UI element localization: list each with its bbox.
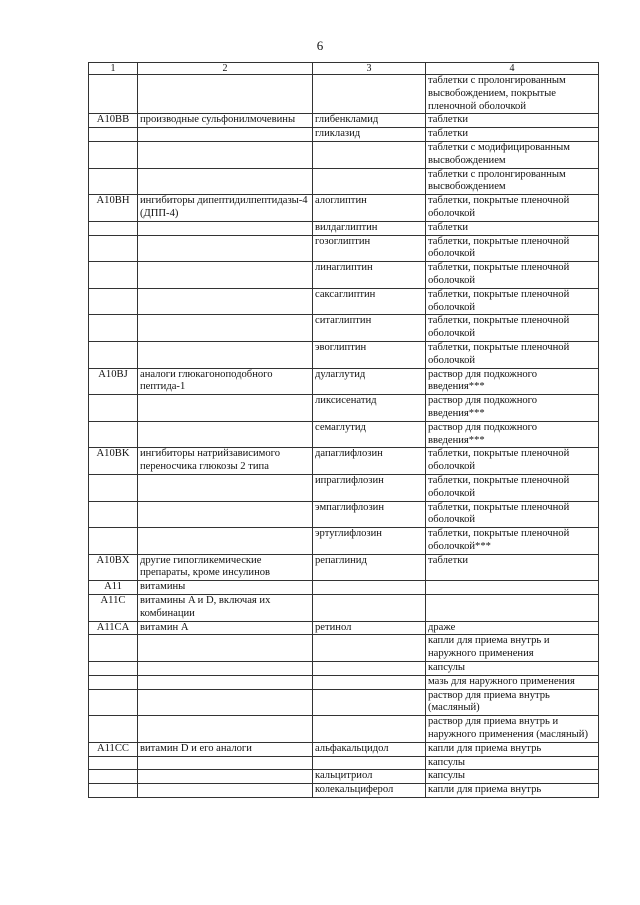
atc-code-cell [89,689,138,716]
drug-name-cell: дапаглифлозин [313,448,426,475]
column-header: 3 [313,63,426,75]
table-row [89,315,599,342]
table-body [89,75,599,798]
table-row [89,288,599,315]
group-name-cell [138,421,313,448]
group-name-cell [138,662,313,676]
table-row [89,635,599,662]
drug-name-cell: эвоглиптин [313,341,426,368]
dosage-form-cell: раствор для подкожного введения*** [426,368,599,395]
dosage-form-cell: таблетки, покрытые пленочной оболочкой [426,235,599,262]
drug-name-cell: глибенкламид [313,114,426,128]
table-row [89,221,599,235]
table-row [89,114,599,128]
table-row [89,621,599,635]
column-header-row [89,63,599,75]
dosage-form-cell: раствор для приема внутрь (масляный) [426,689,599,716]
group-name-cell [138,501,313,528]
dosage-form-cell [426,595,599,622]
group-name-cell: другие гипогликемические препараты, кроме инсулинов [138,554,313,581]
group-name-cell [138,675,313,689]
atc-code-cell [89,168,138,195]
atc-code-cell [89,756,138,770]
table-row [89,528,599,555]
table-row [89,689,599,716]
column-header: 1 [89,63,138,75]
atc-code-cell [89,315,138,342]
atc-code-cell: A11C [89,595,138,622]
drug-name-cell: альфакальцидол [313,742,426,756]
group-name-cell [138,784,313,798]
dosage-form-cell: капли для приема внутрь [426,784,599,798]
atc-code-cell [89,235,138,262]
atc-code-cell: A11 [89,581,138,595]
drug-name-cell: гликлазид [313,128,426,142]
dosage-form-cell: таблетки [426,221,599,235]
drug-name-cell: репаглинид [313,554,426,581]
dosage-form-cell: капсулы [426,662,599,676]
atc-code-cell: A11CC [89,742,138,756]
atc-code-cell [89,341,138,368]
table-row [89,770,599,784]
group-name-cell [138,288,313,315]
group-name-cell: витамины A и D, включая их комбинации [138,595,313,622]
dosage-form-cell: таблетки [426,554,599,581]
drug-name-cell [313,141,426,168]
drug-name-cell: алоглиптин [313,195,426,222]
atc-code-cell: A11CA [89,621,138,635]
atc-code-cell [89,128,138,142]
table-row [89,474,599,501]
page-number: 6 [316,38,324,53]
group-name-cell: ингибиторы натрийзависимого переносчика глюкозы 2 типа [138,448,313,475]
atc-code-cell: A10BH [89,195,138,222]
column-header: 2 [138,63,313,75]
table-row [89,368,599,395]
table-row [89,581,599,595]
table-row [89,141,599,168]
dosage-form-cell: таблетки, покрытые пленочной оболочкой [426,262,599,289]
table-row [89,554,599,581]
dosage-form-cell: таблетки с пролонгированным высвобождением [426,168,599,195]
group-name-cell [138,716,313,743]
group-name-cell: витамин D и его аналоги [138,742,313,756]
dosage-form-cell [426,581,599,595]
table-row [89,195,599,222]
drug-name-cell: дулаглутид [313,368,426,395]
table-row [89,716,599,743]
dosage-form-cell: таблетки, покрытые пленочной оболочкой [426,474,599,501]
atc-code-cell [89,288,138,315]
group-name-cell: витамин A [138,621,313,635]
drug-name-cell [313,716,426,743]
drug-name-cell: ситаглиптин [313,315,426,342]
atc-code-cell [89,770,138,784]
dosage-form-cell: таблетки, покрытые пленочной оболочкой [426,448,599,475]
table-row [89,421,599,448]
group-name-cell [138,235,313,262]
drug-name-cell [313,675,426,689]
column-header: 4 [426,63,599,75]
dosage-form-cell: таблетки, покрытые пленочной оболочкой [426,315,599,342]
table-row [89,341,599,368]
group-name-cell [138,128,313,142]
drug-name-cell [313,168,426,195]
atc-code-cell [89,395,138,422]
group-name-cell [138,689,313,716]
atc-code-cell: A10BJ [89,368,138,395]
atc-code-cell [89,528,138,555]
group-name-cell [138,341,313,368]
atc-code-cell [89,75,138,114]
drug-name-cell: ликсисенатид [313,395,426,422]
drug-name-cell [313,75,426,114]
atc-code-cell [89,421,138,448]
atc-code-cell [89,635,138,662]
group-name-cell [138,168,313,195]
group-name-cell [138,221,313,235]
group-name-cell [138,635,313,662]
dosage-form-cell: капли для приема внутрь [426,742,599,756]
drug-name-cell [313,581,426,595]
drug-name-cell [313,662,426,676]
table-row [89,784,599,798]
dosage-form-cell: капсулы [426,756,599,770]
group-name-cell [138,770,313,784]
drug-name-cell [313,635,426,662]
dosage-form-cell: таблетки, покрытые пленочной оболочкой [426,195,599,222]
group-name-cell: производные сульфонилмочевины [138,114,313,128]
atc-code-cell [89,221,138,235]
atc-code-cell [89,262,138,289]
drug-name-cell: семаглутид [313,421,426,448]
table-row [89,675,599,689]
atc-code-cell [89,501,138,528]
dosage-form-cell: таблетки, покрытые пленочной оболочкой [426,501,599,528]
group-name-cell [138,528,313,555]
dosage-form-cell: мазь для наружного применения [426,675,599,689]
dosage-form-cell: капли для приема внутрь и наружного применения [426,635,599,662]
drug-name-cell: ипраглифлозин [313,474,426,501]
table-row [89,395,599,422]
atc-code-cell [89,141,138,168]
table-row [89,168,599,195]
atc-code-cell [89,662,138,676]
group-name-cell: ингибиторы дипептидилпептидазы-4 (ДПП-4) [138,195,313,222]
group-name-cell: аналоги глюкагоноподобного пептида-1 [138,368,313,395]
drug-name-cell: саксаглиптин [313,288,426,315]
drug-table [88,62,599,798]
drug-name-cell: эмпаглифлозин [313,501,426,528]
group-name-cell: витамины [138,581,313,595]
atc-code-cell [89,675,138,689]
drug-name-cell: ретинол [313,621,426,635]
group-name-cell [138,262,313,289]
drug-name-cell: вилдаглиптин [313,221,426,235]
dosage-form-cell: раствор для подкожного введения*** [426,421,599,448]
dosage-form-cell: таблетки с пролонгированным высвобождением, покрытые пленочной оболочкой [426,75,599,114]
table-row [89,262,599,289]
group-name-cell [138,75,313,114]
table-row [89,662,599,676]
atc-code-cell: A10BB [89,114,138,128]
group-name-cell [138,315,313,342]
drug-name-cell [313,689,426,716]
group-name-cell [138,395,313,422]
atc-code-cell: A10BX [89,554,138,581]
atc-code-cell [89,716,138,743]
drug-name-cell: эртуглифлозин [313,528,426,555]
drug-name-cell [313,595,426,622]
group-name-cell [138,474,313,501]
dosage-form-cell: раствор для приема внутрь и наружного применения (масляный) [426,716,599,743]
dosage-form-cell: раствор для подкожного введения*** [426,395,599,422]
table-row [89,501,599,528]
table-row [89,128,599,142]
table-row [89,448,599,475]
table-row [89,595,599,622]
dosage-form-cell: капсулы [426,770,599,784]
drug-name-cell: колекальциферол [313,784,426,798]
drug-name-cell [313,756,426,770]
group-name-cell [138,141,313,168]
drug-name-cell: гозоглиптин [313,235,426,262]
group-name-cell [138,756,313,770]
drug-name-cell: кальцитриол [313,770,426,784]
dosage-form-cell: таблетки, покрытые пленочной оболочкой [426,288,599,315]
table-row [89,756,599,770]
dosage-form-cell: драже [426,621,599,635]
table-row [89,75,599,114]
dosage-form-cell: таблетки [426,114,599,128]
dosage-form-cell: таблетки, покрытые пленочной оболочкой [426,341,599,368]
table-row [89,235,599,262]
dosage-form-cell: таблетки [426,128,599,142]
dosage-form-cell: таблетки, покрытые пленочной оболочкой*** [426,528,599,555]
atc-code-cell [89,474,138,501]
drug-name-cell: линаглиптин [313,262,426,289]
atc-code-cell [89,784,138,798]
table-row [89,742,599,756]
atc-code-cell: A10BK [89,448,138,475]
dosage-form-cell: таблетки с модифицированным высвобождением [426,141,599,168]
